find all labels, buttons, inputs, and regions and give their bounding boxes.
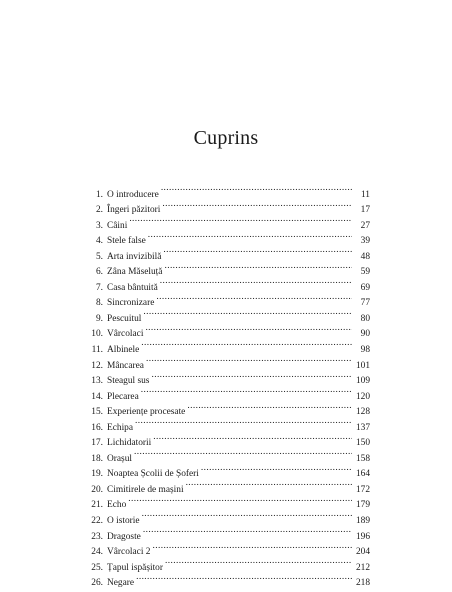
toc-entry-title: Dragoste [107, 531, 141, 542]
toc-entry-page: 212 [355, 562, 370, 573]
toc-entry-page: 98 [360, 345, 370, 356]
toc-dot-leader [186, 476, 352, 492]
toc-dot-leader [163, 243, 352, 259]
toc-entry-page: 69 [360, 282, 370, 293]
toc-entry-title: Stele false [107, 236, 146, 247]
toc-entry-page: 218 [355, 578, 370, 589]
toc-dot-leader [141, 336, 352, 352]
toc-entry-number: 14. [91, 391, 103, 402]
toc-entry-number: 5. [95, 251, 103, 262]
toc-entry-page: 196 [355, 531, 370, 542]
toc-entry-number: 10. [91, 329, 103, 340]
toc-dot-leader [134, 445, 352, 461]
toc-entry-number: 13. [91, 376, 103, 387]
toc-entry-number: 23. [91, 531, 103, 542]
toc-entry-title: Lichidatorii [107, 438, 152, 449]
toc-entry-number: 17. [91, 438, 103, 449]
toc-entry-page: 150 [355, 438, 370, 449]
toc-entry-number: 11. [91, 345, 103, 356]
toc-entry-page: 11 [360, 189, 370, 200]
toc-dot-leader [156, 290, 352, 306]
toc-entry-page: 48 [360, 251, 370, 262]
toc-entry-number: 25. [91, 562, 103, 573]
toc-entry-page: 179 [355, 500, 370, 511]
toc-entry [86, 212, 370, 231]
toc-entry-number: 1. [95, 189, 103, 200]
toc-entry-title: Îngeri păzitori [107, 205, 161, 216]
toc-entry-title: Vârcolaci [107, 329, 144, 340]
toc-entry-title: Câini [107, 220, 128, 231]
toc-entry-number: 2. [95, 205, 103, 216]
toc-dot-leader [128, 492, 352, 508]
toc-dot-leader [129, 212, 352, 228]
toc-dot-leader [135, 414, 352, 430]
toc-entry-page: 189 [355, 516, 370, 527]
toc-entry-page: 101 [355, 360, 370, 371]
toc-entry-page: 27 [360, 220, 370, 231]
toc-entry-page: 109 [355, 376, 370, 387]
toc-entry-number: 22. [91, 516, 103, 527]
toc-dot-leader [141, 383, 352, 399]
toc-dot-leader [151, 368, 352, 384]
toc-dot-leader [187, 399, 352, 415]
toc-dot-leader [136, 570, 352, 586]
toc-entry-title: Sincronizare [107, 298, 155, 309]
toc-dot-leader [148, 228, 352, 244]
toc-entry-title: O istorie [107, 516, 140, 527]
toc-entry-title: O introducere [107, 189, 159, 200]
toc-entry-page: 137 [355, 422, 370, 433]
toc-entry [86, 228, 370, 247]
toc-entry-number: 12. [91, 360, 103, 371]
toc-entry-number: 9. [95, 313, 103, 324]
page-title: Cuprins [193, 127, 259, 149]
toc-entry-title: Mâncarea [107, 360, 144, 371]
toc-entry-page: 172 [355, 484, 370, 495]
toc-entry-title: Albinele [107, 345, 140, 356]
toc-entry-page: 90 [360, 329, 370, 340]
toc-entry [86, 181, 370, 200]
toc-dot-leader [152, 539, 352, 555]
toc-dot-leader [165, 554, 352, 570]
toc-entry-title: Experiențe procesate [107, 407, 186, 418]
toc-dot-leader [143, 523, 352, 539]
toc-entry-page: 17 [360, 205, 370, 216]
toc-dot-leader [201, 461, 352, 477]
toc-entry-number: 20. [91, 484, 103, 495]
toc-entry-page: 164 [355, 469, 370, 480]
toc-dot-leader [160, 274, 352, 290]
toc-dot-leader [145, 321, 352, 337]
toc-dot-leader [146, 352, 352, 368]
toc-entry-title: Zâna Măseluță [107, 267, 163, 278]
toc-entry-number: 16. [91, 422, 103, 433]
toc-entry-page: 59 [360, 267, 370, 278]
toc-entry-number: 15. [91, 407, 103, 418]
toc-entry-number: 8. [95, 298, 103, 309]
toc-dot-leader [143, 305, 352, 321]
toc-entry-number: 18. [91, 453, 103, 464]
toc-entry-page: 39 [360, 236, 370, 247]
toc-dot-leader [153, 430, 352, 446]
toc-dot-leader [161, 181, 352, 197]
toc-entry-page: 77 [360, 298, 370, 309]
toc-entry-page: 128 [355, 407, 370, 418]
toc-entry-page: 158 [355, 453, 370, 464]
toc-entry [86, 507, 370, 527]
toc-entry [86, 492, 370, 511]
toc-entry-title: Steagul sus [107, 376, 150, 387]
toc-entry-page: 120 [355, 391, 370, 402]
toc-entry-title: Plecarea [107, 391, 139, 402]
toc-entry-title: Cimitirele de mașini [107, 484, 184, 495]
toc-entry-title: Vârcolaci 2 [107, 547, 151, 558]
toc-entry-title: Casa bântuită [107, 282, 158, 293]
toc-dot-leader [164, 259, 352, 275]
toc-entry-title: Negare [107, 578, 135, 589]
toc-dot-leader [162, 197, 352, 213]
toc-entry-number: 26. [91, 578, 103, 589]
toc-entry-number: 4. [95, 236, 103, 247]
toc-entry-title: Noaptea Școlii de Șoferi [107, 469, 199, 480]
toc-dot-leader [142, 507, 352, 523]
toc-entry-title: Țapul ispășitor [107, 562, 163, 573]
toc-entry-number: 3. [95, 220, 103, 231]
table-of-contents [86, 181, 370, 589]
toc-entry-number: 6. [95, 267, 103, 278]
toc-entry-number: 19. [91, 469, 103, 480]
toc-entry-page: 204 [355, 547, 370, 558]
toc-entry-title: Arta invizibilă [107, 251, 162, 262]
toc-entry-title: Echipa [107, 422, 134, 433]
toc-entry-page: 80 [360, 313, 370, 324]
toc-entry-title: Echo [107, 500, 127, 511]
toc-entry-number: 7. [95, 282, 103, 293]
toc-entry-title: Orașul [107, 453, 132, 464]
toc-entry-title: Pescuitul [107, 313, 142, 324]
toc-entry-number: 21. [91, 500, 103, 511]
toc-entry-number: 24. [91, 547, 103, 558]
